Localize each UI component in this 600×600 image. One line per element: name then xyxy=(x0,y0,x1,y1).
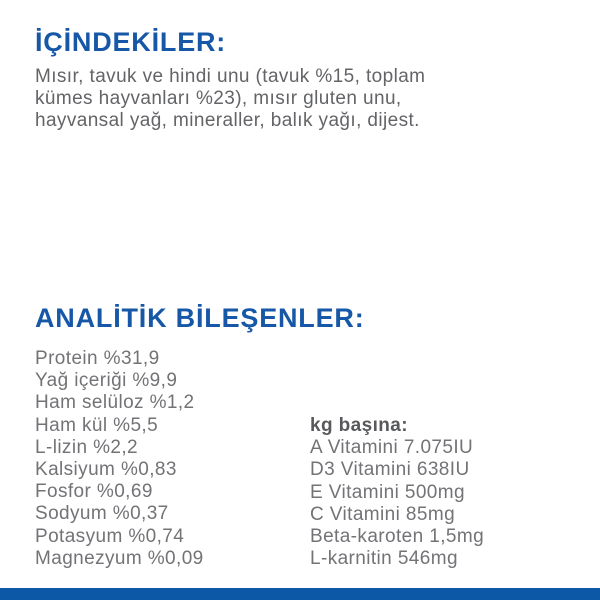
bottom-accent-bar xyxy=(0,588,600,600)
list-item: Magnezyum %0,09 xyxy=(35,547,204,569)
list-item: A Vitamini 7.075IU xyxy=(310,437,474,459)
list-item: D3 Vitamini 638IU xyxy=(310,459,470,481)
ingredients-text xyxy=(35,66,575,132)
ingredients-title: İÇİNDEKİLER: xyxy=(35,27,227,57)
list-item: E Vitamini 500mg xyxy=(310,481,465,503)
list-item: hayvansal yağ, mineraller, balık yağı, dijest. xyxy=(35,110,420,131)
list-item: Mısır, tavuk ve hindi unu (tavuk %15, toplam xyxy=(35,66,426,87)
list-item: Fosfor %0,69 xyxy=(35,481,153,503)
per-kg-list xyxy=(310,437,570,570)
analytics-title: ANALİTİK BİLEŞENLER: xyxy=(35,303,365,333)
per-kg-section xyxy=(310,415,570,570)
list-item: kümes hayvanları %23), mısır gluten unu, xyxy=(35,88,402,109)
list-item: Kalsiyum %0,83 xyxy=(35,459,177,481)
per-kg-title: kg başına: xyxy=(310,415,408,436)
list-item: L-karnitin 546mg xyxy=(310,548,458,570)
list-item: C Vitamini 85mg xyxy=(310,503,456,525)
list-item: Ham kül %5,5 xyxy=(35,414,159,436)
list-item: Ham selüloz %1,2 xyxy=(35,392,195,414)
list-item: Beta-karoten 1,5mg xyxy=(310,526,485,548)
list-item: Protein %31,9 xyxy=(35,348,160,369)
list-item: Yağ içeriği %9,9 xyxy=(35,370,178,392)
list-item: L-lizin %2,2 xyxy=(35,436,139,458)
list-item: Sodyum %0,37 xyxy=(35,503,169,525)
list-item: Potasyum %0,74 xyxy=(35,525,185,547)
analytic-components-list xyxy=(35,348,295,570)
